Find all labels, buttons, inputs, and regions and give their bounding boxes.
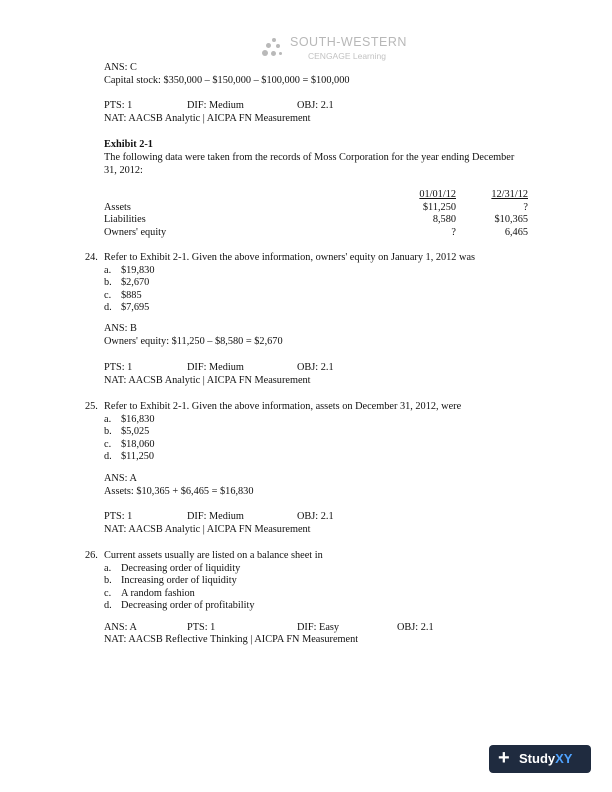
exhibit-col-header-2: 12/31/12	[491, 189, 528, 200]
answer-key: ANS: A	[104, 473, 137, 484]
exhibit-row-value: ?	[523, 202, 528, 213]
option-letter: d.	[104, 451, 112, 462]
question-stem: Current assets usually are listed on a balance sheet in	[104, 550, 323, 561]
question-number: 26.	[85, 550, 98, 561]
option-text: $885	[121, 290, 142, 301]
exhibit-col-header-1: 01/01/12	[419, 189, 456, 200]
option-text: $5,025	[121, 426, 150, 437]
objective: OBJ: 2.1	[397, 622, 434, 633]
answer-explanation: Assets: $10,365 + $6,465 = $16,830	[104, 486, 254, 497]
option-text: Decreasing order of liquidity	[121, 563, 241, 574]
exhibit-row-label: Liabilities	[104, 214, 146, 225]
question-stem: Refer to Exhibit 2-1. Given the above information, assets on December 31, 2012, were	[104, 401, 462, 412]
option-text: $11,250	[121, 451, 155, 462]
answer-key: ANS: A	[104, 622, 137, 633]
option-letter: b.	[104, 575, 112, 586]
option-letter: a.	[104, 414, 112, 425]
option-text: $7,695	[121, 302, 150, 313]
option-text: A random fashion	[121, 588, 195, 599]
option-letter: d.	[104, 600, 112, 611]
difficulty: DIF: Medium	[187, 511, 244, 522]
exhibit-title: Exhibit 2-1	[104, 139, 153, 150]
option-letter: b.	[104, 277, 112, 288]
question-number: 25.	[85, 401, 98, 412]
option-text: $2,670	[121, 277, 150, 288]
publisher-logo	[262, 36, 412, 62]
prev-nat: NAT: AACSB Analytic | AICPA FN Measurement	[104, 113, 311, 124]
studyxy-badge[interactable]	[489, 745, 591, 773]
answer-explanation: Owners' equity: $11,250 – $8,580 = $2,670	[104, 336, 283, 347]
option-letter: a.	[104, 265, 112, 276]
points: PTS: 1	[104, 362, 133, 373]
nat-standards: NAT: AACSB Analytic | AICPA FN Measurement	[104, 524, 311, 535]
difficulty: DIF: Easy	[297, 622, 340, 633]
option-letter: c.	[104, 290, 112, 301]
prev-explanation: Capital stock: $350,000 – $150,000 – $100,000 = $100,000	[104, 75, 350, 86]
answer-key: ANS: B	[104, 323, 137, 334]
question-stem: Refer to Exhibit 2-1. Given the above information, owners' equity on January 1, 2012 was	[104, 252, 476, 263]
exhibit-row-label: Owners' equity	[104, 227, 167, 238]
option-text: $16,830	[121, 414, 155, 425]
option-letter: c.	[104, 588, 112, 599]
exhibit-row-value: ?	[451, 227, 456, 238]
exhibit-intro-line-1: The following data were taken from the records of Moss Corporation for the year ending December	[104, 152, 515, 163]
exhibit-intro-line-2: 31, 2012:	[104, 165, 143, 176]
prev-pts: PTS: 1	[104, 100, 133, 111]
logo-dots-icon	[262, 38, 286, 60]
option-text: Decreasing order of profitability	[121, 600, 255, 611]
points: PTS: 1	[104, 511, 133, 522]
option-letter: b.	[104, 426, 112, 437]
plus-icon: +	[498, 747, 510, 769]
option-letter: d.	[104, 302, 112, 313]
nat-standards: NAT: AACSB Analytic | AICPA FN Measurement	[104, 375, 311, 386]
objective: OBJ: 2.1	[297, 511, 334, 522]
studyxy-wordmark	[519, 752, 572, 766]
brand-text: Study	[519, 751, 556, 766]
brand-accent-text: XY	[555, 751, 573, 766]
nat-standards: NAT: AACSB Reflective Thinking | AICPA FN Measurement	[104, 634, 359, 645]
logo-line-2: CENGAGE Learning	[308, 51, 386, 61]
objective: OBJ: 2.1	[297, 362, 334, 373]
prev-answer: ANS: C	[104, 62, 137, 73]
exhibit-row-label: Assets	[104, 202, 131, 213]
option-text: Increasing order of liquidity	[121, 575, 237, 586]
logo-line-1: SOUTH-WESTERN	[290, 35, 407, 49]
exhibit-row-value: $11,250	[422, 202, 456, 213]
prev-obj: OBJ: 2.1	[297, 100, 334, 111]
difficulty: DIF: Medium	[187, 362, 244, 373]
option-letter: a.	[104, 563, 112, 574]
option-text: $19,830	[121, 265, 155, 276]
option-text: $18,060	[121, 439, 155, 450]
option-letter: c.	[104, 439, 112, 450]
exhibit-row-value: 6,465	[504, 227, 528, 238]
prev-dif: DIF: Medium	[187, 100, 244, 111]
exhibit-row-value: 8,580	[432, 214, 456, 225]
points: PTS: 1	[187, 622, 216, 633]
exhibit-row-value: $10,365	[494, 214, 528, 225]
question-number: 24.	[85, 252, 98, 263]
